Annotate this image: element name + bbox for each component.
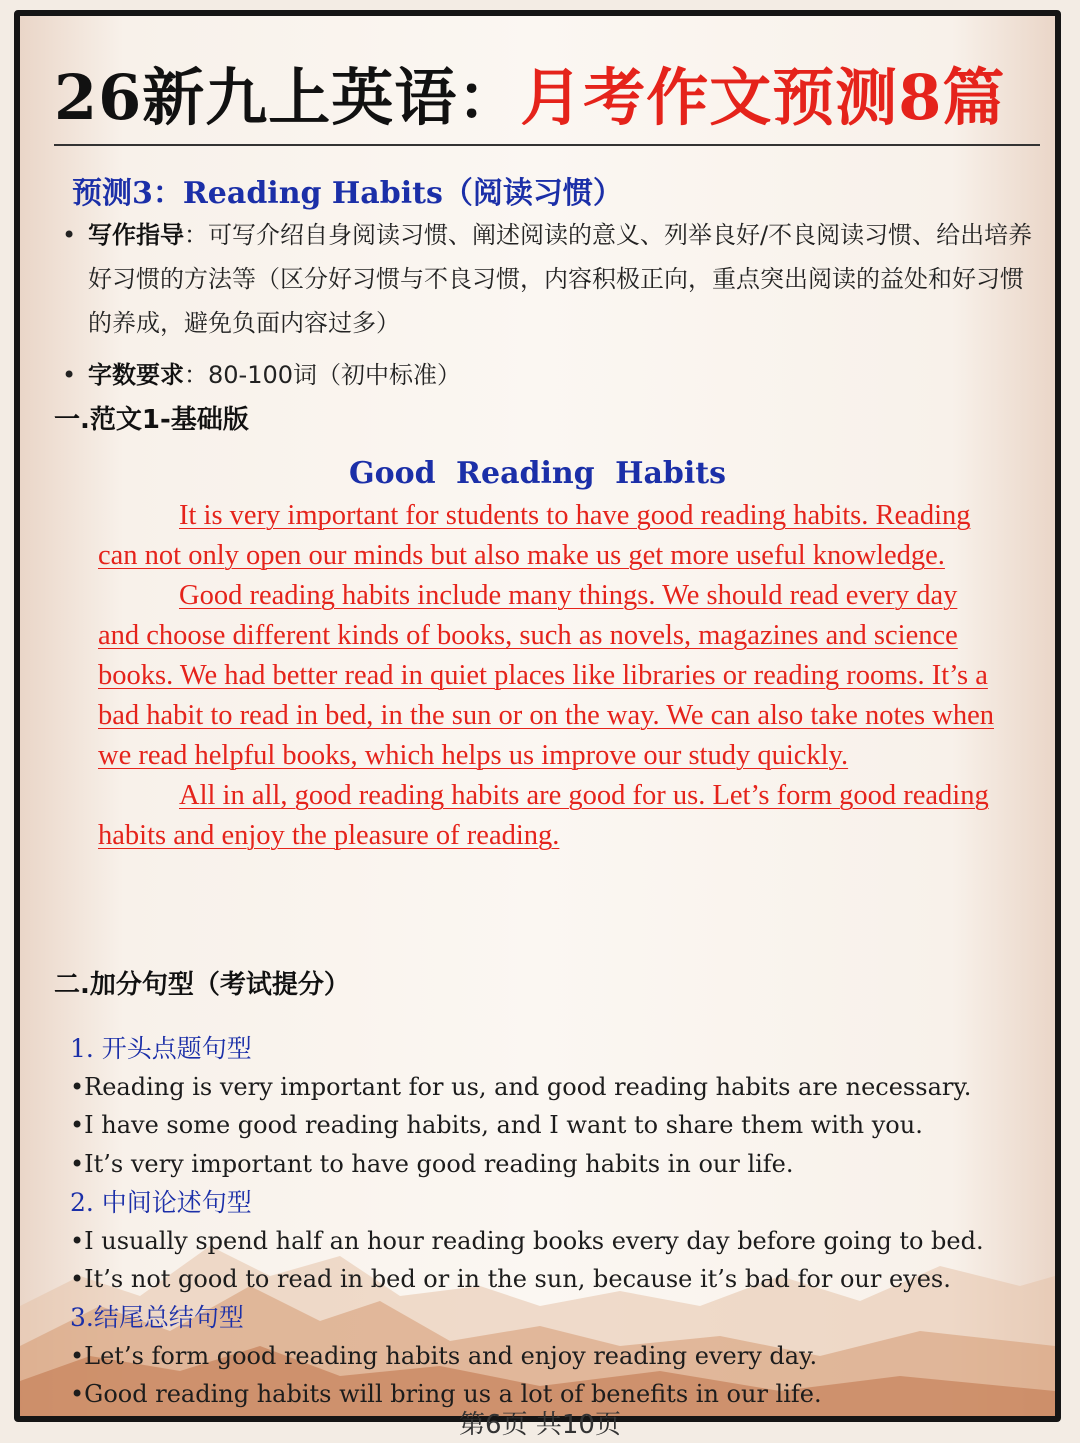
- wordcount-text: ：80-100词（初中标准）: [184, 361, 462, 389]
- wordcount-label: 字数要求: [88, 361, 184, 389]
- essay-paragraph: [98, 496, 998, 576]
- sentence-line: •Reading is very important for us, and good reading habits are necessary.: [70, 1073, 972, 1101]
- page-number: 第6页 共10页: [459, 1410, 621, 1440]
- sentence-line: •It’s not good to read in bed or in the sun, because it’s bad for our eyes.: [70, 1265, 951, 1294]
- sentence-line: •Good reading habits will bring us a lot of benefits in our life.: [70, 1380, 822, 1409]
- essay-paragraph: [98, 776, 998, 856]
- sentence-group-ending: [70, 1299, 1050, 1414]
- title-part2: 月考作文预测8篇: [520, 61, 1006, 134]
- bullet-dot: •: [62, 361, 77, 389]
- page-title: [54, 62, 1044, 134]
- guidance-bullet: [62, 213, 1038, 345]
- title-part1: 26新九上英语：: [54, 61, 521, 134]
- title-divider: [54, 144, 1040, 146]
- section-heading-essay: 一.范文1-基础版: [54, 405, 249, 435]
- page-frame: [14, 10, 1061, 1422]
- essay-title: Good Reading Habits: [348, 456, 727, 491]
- sentence-line: •It’s very important to have good reading habits in our life.: [70, 1149, 794, 1178]
- essay-text: All in all, good reading habits are good for us. Let’s form good reading habits and enjoy the pleasure of reading.: [98, 780, 989, 851]
- bullet-dot: •: [62, 221, 77, 249]
- sentence-line: •Let’s form good reading habits and enjoy reading every day.: [70, 1342, 818, 1370]
- sentence-line: •I have some good reading habits, and I want to share them with you.: [70, 1111, 923, 1140]
- sentence-line: •I usually spend half an hour reading books every day before going to bed.: [70, 1227, 984, 1255]
- group-heading: 1. 开头点题句型: [70, 1034, 252, 1063]
- guidance-text: ：可写介绍自身阅读习惯、阐述阅读的意义、列举良好/不良阅读习惯、给出培养好习惯的方法等（区分好习惯与不良习惯，内容积极正向，重点突出阅读的益处和好习惯的养成，避免负面内容过多）: [88, 221, 1033, 337]
- essay-paragraph: [98, 576, 998, 776]
- section-heading-sentences: 二.加分句型（考试提分）: [54, 970, 350, 1000]
- essay-text: It is very important for students to have good reading habits. Reading can not only open our minds but also make us get more useful knowledge.: [98, 500, 971, 571]
- guidance-label: 写作指导: [88, 221, 184, 249]
- group-heading: 2. 中间论述句型: [70, 1188, 252, 1217]
- sentence-group-opening: [70, 1030, 1050, 1183]
- group-heading: 3.结尾总结句型: [70, 1303, 244, 1332]
- prediction-subtitle: 预测3：Reading Habits（阅读习惯）: [72, 176, 623, 211]
- wordcount-bullet: [62, 353, 1038, 397]
- essay-body: [98, 496, 998, 856]
- essay-text: Good reading habits include many things. We should read every day and choose different kinds of books, such as novels, magazines and science books. We had better read in quiet places like libraries or reading rooms. It’s a bad habit to read in bed, in the sun or on the way. We can also take notes when we read helpful books, which helps us improve our study quickly.: [98, 580, 994, 771]
- sentence-group-middle: [70, 1184, 1050, 1299]
